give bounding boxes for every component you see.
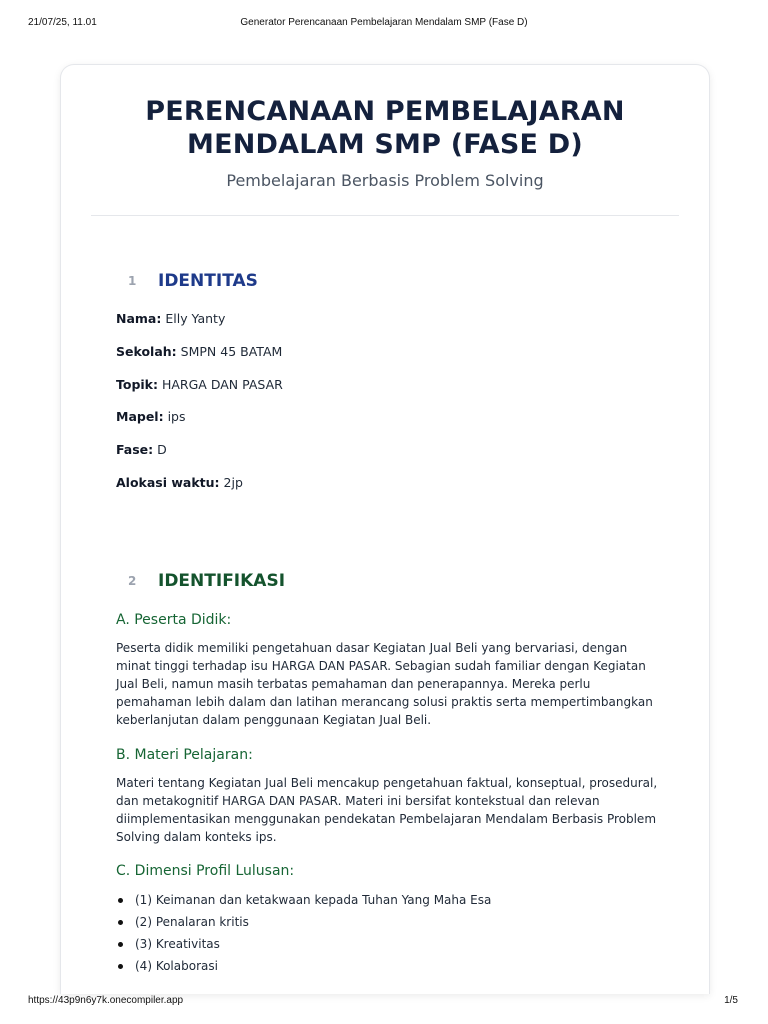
- section-number: 1: [128, 274, 137, 288]
- field-label: Sekolah:: [116, 344, 177, 359]
- list-item: (2) Penalaran kritis: [116, 913, 491, 935]
- field-value: 2jp: [223, 475, 243, 490]
- field-nama: [116, 311, 225, 326]
- document-card: [60, 64, 710, 994]
- print-footer: [28, 995, 740, 1009]
- subheading-materi-pelajaran: B. Materi Pelajaran:: [116, 747, 253, 763]
- field-value: ips: [167, 409, 186, 424]
- field-fase: [116, 442, 167, 457]
- field-topik: [116, 377, 283, 392]
- field-label: Mapel:: [116, 409, 164, 424]
- field-label: Topik:: [116, 377, 158, 392]
- dimensi-list: [116, 891, 491, 979]
- section-number: 2: [128, 574, 137, 588]
- print-doc-title: Generator Perencanaan Pembelajaran Mendalam SMP (Fase D): [240, 17, 528, 28]
- subheading-dimensi-profil: C. Dimensi Profil Lulusan:: [116, 863, 295, 879]
- field-label: Fase:: [116, 442, 154, 457]
- field-value: SMPN 45 BATAM: [180, 344, 283, 359]
- field-alokasi-waktu: [116, 475, 243, 490]
- document-header: [91, 95, 679, 216]
- field-mapel: [116, 409, 186, 424]
- document-subtitle: Pembelajaran Berbasis Problem Solving: [226, 171, 544, 190]
- section-title: IDENTIFIKASI: [158, 571, 286, 591]
- title-line-1: PERENCANAAN PEMBELAJARAN: [145, 96, 625, 127]
- field-value: D: [157, 442, 167, 457]
- list-item: (1) Keimanan dan ketakwaan kepada Tuhan Yang Maha Esa: [116, 891, 491, 913]
- field-label: Alokasi waktu:: [116, 475, 220, 490]
- field-value: HARGA DAN PASAR: [161, 377, 283, 392]
- list-item: (4) Kolaborasi: [116, 957, 491, 979]
- field-sekolah: [116, 344, 282, 359]
- field-value: Elly Yanty: [165, 311, 226, 326]
- print-url: https://43p9n6y7k.onecompiler.app: [28, 995, 184, 1006]
- paragraph-peserta-didik: Peserta didik memiliki pengetahuan dasar Kegiatan Jual Beli yang bervariasi, dengan minat tinggi terhadap isu HARGA DAN PASAR. Sebagian sudah familiar dengan Kegiatan Jual Beli, namun masih terbatas pemahaman dan penerapannya. Mereka perlu pemahaman lebih dalam dan latihan merancang solusi praktis serta mempertimbangkan keberlanjutan dalam penggunaan Kegiatan Jual Beli.: [116, 641, 653, 727]
- title-line-2: MENDALAM SMP (FASE D): [187, 129, 583, 160]
- field-label: Nama:: [116, 311, 162, 326]
- print-page-number: 1/5: [724, 995, 738, 1006]
- document-title: [91, 95, 679, 161]
- print-header: [28, 17, 740, 31]
- list-item: (3) Kreativitas: [116, 935, 491, 957]
- print-timestamp: 21/07/25, 11.01: [28, 17, 97, 28]
- subheading-peserta-didik: A. Peserta Didik:: [116, 612, 232, 628]
- paragraph-materi-pelajaran: Materi tentang Kegiatan Jual Beli mencakup pengetahuan faktual, konseptual, prosedural, dan metakognitif HARGA DAN PASAR. Materi ini bersifat kontekstual dan relevan diimplementasikan menggunakan pendekatan Pembelajaran Mendalam Berbasis Problem Solving dalam konteks ips.: [116, 776, 658, 844]
- section-title: IDENTITAS: [158, 271, 258, 291]
